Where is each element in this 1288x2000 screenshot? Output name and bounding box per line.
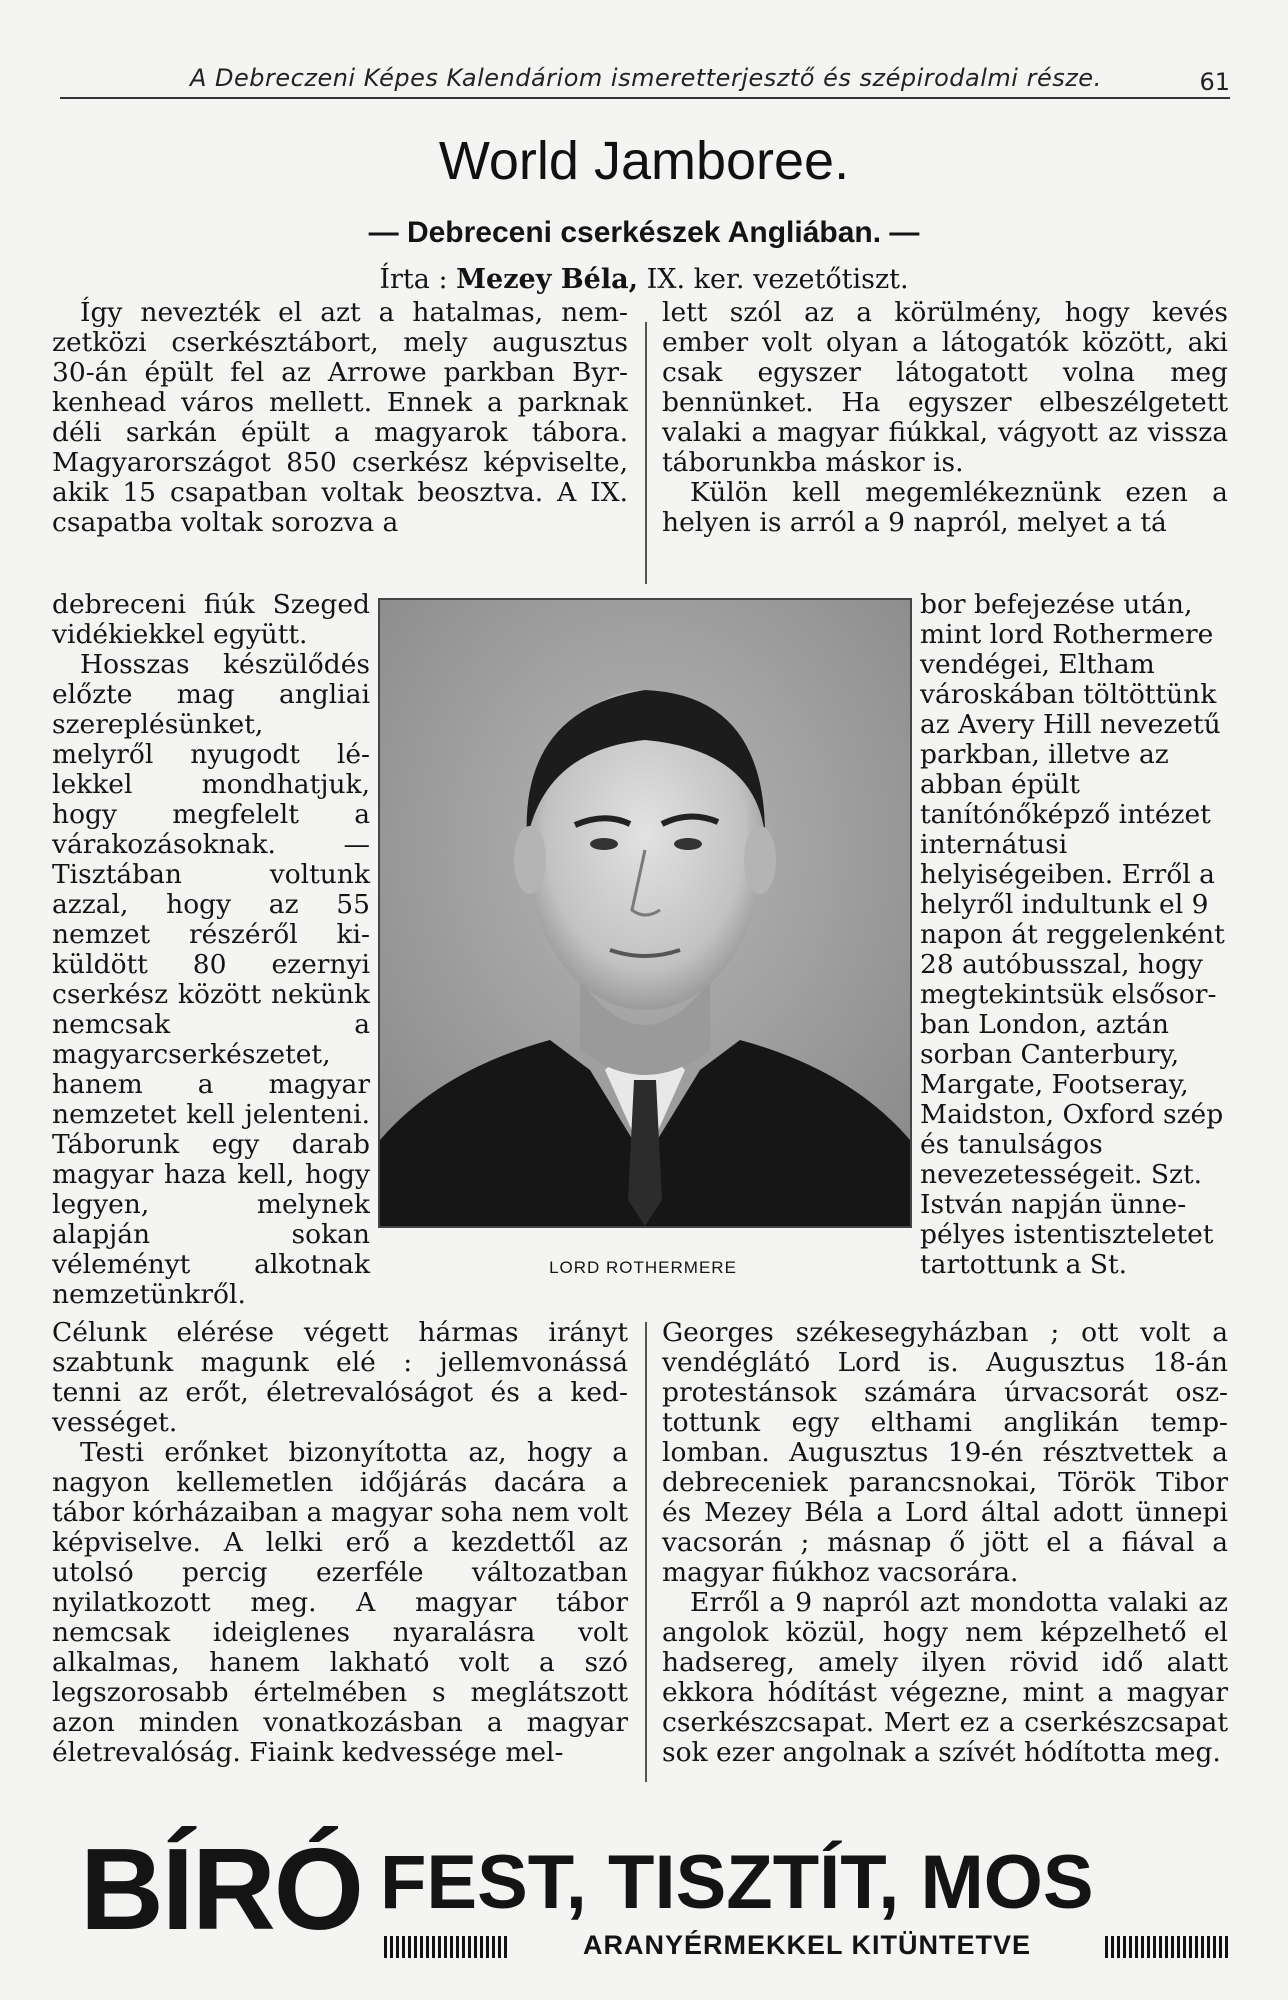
right-column-bottom	[662, 1318, 1228, 1768]
ad-award-line	[384, 1930, 1230, 1960]
advertisement	[60, 1820, 1230, 1970]
byline-prefix: Írta :	[379, 264, 448, 295]
paragraph: Így nevezték el azt a hatalmas, nemzetközi cserkésztábort, mely augusztus 30-án épült fel az Arrowe parkban Byrkenhead város mellett. Ennek a parknak déli sarkán épült a magyarok tábora. Magyarországot 850 cserkész képviselte, akik 15 csapatban voltak beosztva. A IX. csapatba voltak sorozva a	[52, 297, 628, 538]
left-column-wrap	[52, 590, 370, 1310]
right-column-top	[662, 298, 1228, 538]
paragraph: Hosszas készülődés előzte mag angliai szereplésünket, melyről nyugodt lélekkel mondhatjuk, hogy megfelelt a várakozásoknak. — Tisztában voltunk azzal, hogy az 55 nemzet részéről kiküldött 80 ezernyi cserkész között nekünk nemcsak a magyarcserkészetet, hanem a magyar nemzetet kell jelenteni. Táborunk egy darab magyar haza kell, hogy legyen, melynek alapján sokan véleményt alkotnak nemzetünkről.	[52, 649, 370, 1310]
paragraph: Célunk elérése végett hármas irányt szabtunk magunk elé : jellemvonássá tenni az erőt, életrevalóságot és a kedvességet.	[52, 1317, 628, 1438]
decorative-bars	[1105, 1936, 1230, 1958]
left-column-top	[52, 298, 628, 538]
byline	[0, 264, 1288, 295]
running-header	[60, 58, 1230, 98]
article-title: World Jamboree.	[438, 131, 850, 191]
article-subtitle: — Debreceni cserkészek Angliában. —	[368, 216, 920, 249]
paragraph: Testi erőnket bizonyította az, hogy a nagyon kellemetlen időjárás dacára a tábor kórházaiban a magyar soha nem volt képviselve. A lelki erő a kezdettől az utolsó percig ezerféle változatban nyilatkozott meg. A magyar tábor nemcsak ideiglenes nyaralásra volt alkalmas, hanem lakható volt a szó legszorosabb értelmében s meglátszott azon minden vonatkozásban a magyar életrevalóság. Fiaink kedvessége mel-	[52, 1437, 628, 1768]
running-title: A Debreczeni Képes Kalendáriom ismeretterjesztő és szépirodalmi része.	[190, 64, 1102, 92]
paragraph: Külön kell megemlékeznünk ezen a helyen is arról a 9 napról, melyet a tá	[662, 477, 1228, 538]
paragraph: debreceni fiúk Szeged vidékiekkel együtt.	[52, 589, 370, 650]
ad-brand: BÍRÓ	[80, 1824, 362, 1954]
page-number: 61	[1199, 68, 1230, 96]
left-column-bottom	[52, 1318, 628, 1768]
column-divider	[645, 322, 647, 584]
portrait-illustration	[380, 600, 910, 1226]
photo-caption: LORD ROTHERMERE	[549, 1258, 737, 1277]
byline-suffix: IX. ker. vezetőtiszt.	[646, 264, 909, 295]
header-rule	[60, 97, 1230, 99]
paragraph: Erről a 9 napról azt mondotta valaki az angolok közül, hogy nem képzelhető el hadsereg, amely ilyen rövid idő alatt ekkora hódítást végezne, mint a magyar cserkészcsapat. Mert ez a cserkészcsapat sok ezer angolnak a szívét hódította meg.	[662, 1587, 1228, 1768]
column-divider	[645, 1322, 647, 1782]
ad-award: ARANYÉRMEKKEL KITÜNTETVE	[582, 1930, 1032, 1960]
portrait-photo	[378, 598, 912, 1228]
paragraph: Georges székesegyházban ; ott volt a vendéglátó Lord is. Augusztus 18-án protestánsok számára úrvacsorát osztottunk egy elthami anglikán templomban. Augusztus 19-én résztvettek a debreceniek parancsnokai, Török Tibor és Mezey Béla a Lord által adott ünnepi vacsorán ; másnap ő jött el a fiával a magyar fiúkhoz vacsorára.	[662, 1317, 1228, 1588]
ad-slogan: FEST, TISZTÍT, MOS	[380, 1840, 1094, 1925]
decorative-bars	[384, 1936, 509, 1958]
paragraph: lett szól az a körülmény, hogy kevés ember volt olyan a látogatók között, aki csak egyszer látogatott volna meg bennünket. Ha egyszer elbeszélgetett valaki a magyar fiúkkal, vágyott az vissza táborunkba máskor is.	[662, 297, 1228, 478]
right-column-wrap	[920, 590, 1228, 1280]
author-name: Mezey Béla,	[456, 264, 638, 295]
paragraph: bor befejezése után, mint lord Rothermere vendégei, Eltham városkában töltöttünk az Avery Hill nevezetű parkban, illetve az abban épült tanítónőképző intézet internátusi helyiségeiben. Erről a helyről indultunk el 9 napon át reggelenként 28 autóbusszal, hogy megtekintsük elsősorban London, aztán sorban Canterbury, Margate, Footseray, Maidston, Oxford szép és tanulságos nevezetességeit. Szt. István napján ünnepélyes istentiszteletet tartottunk a St.	[920, 589, 1225, 1280]
